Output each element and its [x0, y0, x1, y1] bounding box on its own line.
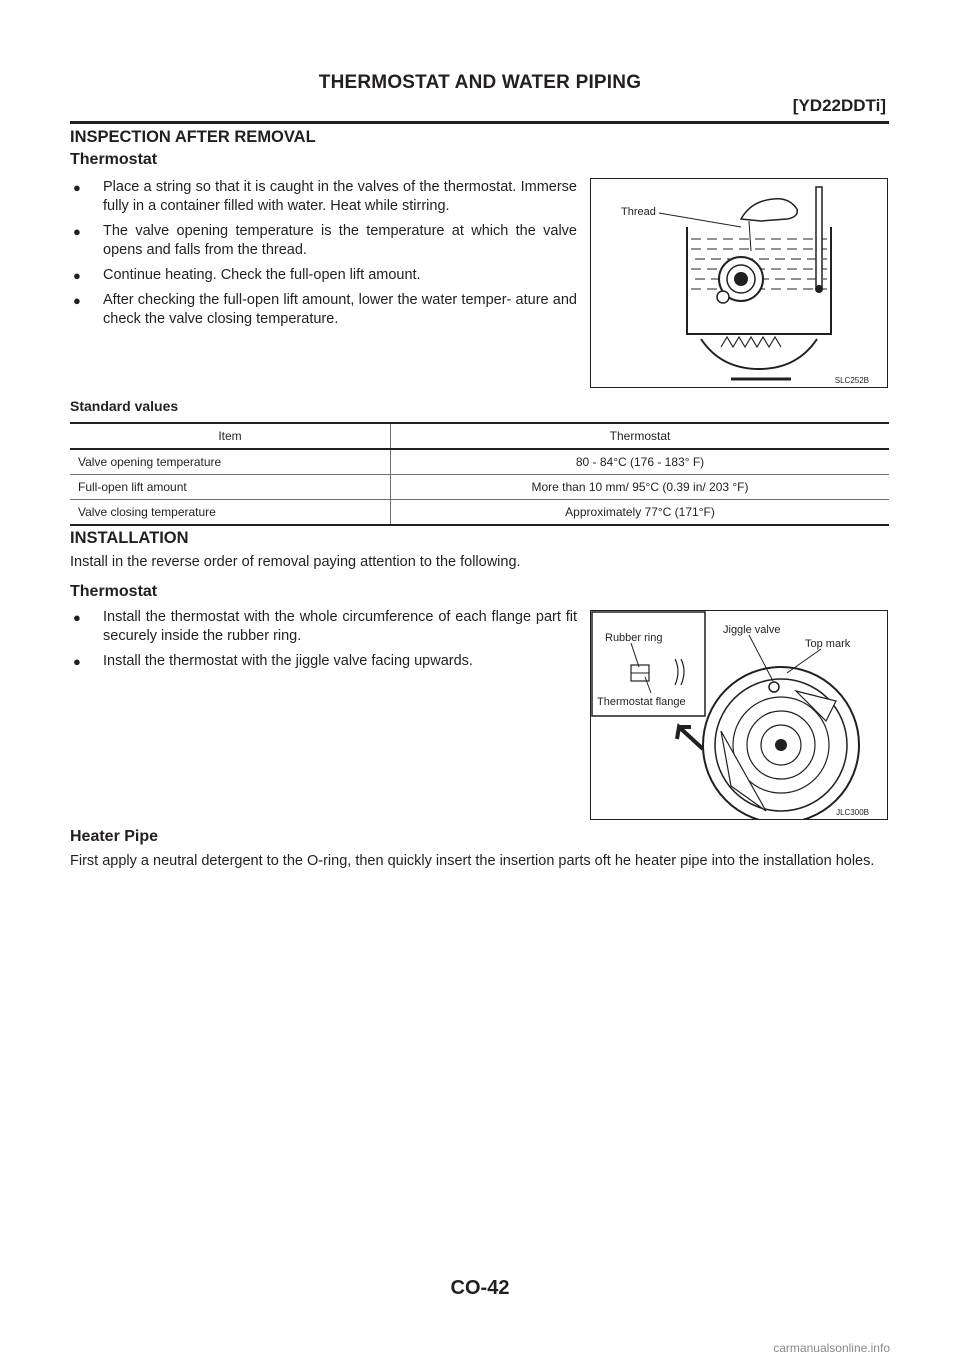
table-row	[70, 449, 889, 475]
inspection-thermostat-subheading: Thermostat	[70, 151, 158, 168]
engine-model-label: [YD22DDTi]	[792, 96, 886, 115]
column-header: Thermostat	[391, 423, 890, 449]
installation-thermostat-subheading: Thermostat	[70, 583, 158, 600]
bullet-dot-icon: ●	[73, 654, 81, 669]
direction-arrow-icon	[677, 727, 703, 749]
table-header-row	[70, 423, 889, 449]
table-row	[70, 475, 889, 500]
inspection-bullet-list	[72, 178, 577, 335]
list-item: ● After checking the full-open lift amount, lower the water temper- ature and check the valve closing temperature.	[73, 292, 577, 327]
table-cell: Valve opening temperature	[70, 449, 391, 475]
table-cell: 80 - 84°C (176 - 183° F)	[391, 449, 890, 475]
bullet-dot-icon: ●	[73, 610, 81, 625]
rubber-ring-label: Rubber ring	[605, 632, 663, 644]
watermark: carmanualsonline.info	[773, 1341, 890, 1355]
list-item: ● The valve opening temperature is the temperature at which the valve opens and falls from the thread.	[73, 223, 577, 258]
thermostat-flange-illustration	[591, 611, 887, 819]
thermostat-heating-figure	[590, 178, 888, 388]
thread-label: Thread	[621, 206, 656, 218]
standard-values-table	[70, 422, 889, 526]
table-row	[70, 500, 889, 526]
table-cell: More than 10 mm/ 95°C (0.39 in/ 203 °F)	[391, 475, 890, 500]
jiggle-valve-label: Jiggle valve	[723, 624, 781, 636]
installation-intro: Install in the reverse order of removal paying attention to the following.	[70, 554, 521, 570]
column-header: Item	[70, 423, 391, 449]
thermostat-in-water-illustration	[591, 179, 887, 387]
installation-heading: INSTALLATION	[70, 529, 189, 547]
list-item: ● Place a string so that it is caught in the valves of the thermostat. Immerse fully in a container filled with water. Heat while stirring.	[73, 179, 577, 214]
bullet-dot-icon: ●	[73, 224, 81, 239]
list-item: ● Install the thermostat with the whole circumference of each flange part fit securely inside the rubber ring.	[73, 609, 577, 644]
installation-bullet-list	[72, 608, 577, 677]
table-cell: Valve closing temperature	[70, 500, 391, 526]
thermostat-flange-label: Thermostat flange	[597, 696, 686, 708]
list-item: ● Continue heating. Check the full-open lift amount.	[73, 267, 421, 283]
table-cell: Full-open lift amount	[70, 475, 391, 500]
list-item: ● Install the thermostat with the jiggle valve facing upwards.	[73, 653, 473, 669]
heater-pipe-text: First apply a neutral detergent to the O-ring, then quickly insert the insertion parts oft he heater pipe into the installation holes.	[70, 853, 875, 869]
header-divider	[70, 121, 889, 124]
figure-id: SLC252B	[834, 376, 869, 385]
page-number: CO-42	[450, 1277, 510, 1299]
table-cell: Approximately 77°C (171°F)	[391, 500, 890, 526]
heater-pipe-heading: Heater Pipe	[70, 828, 159, 845]
page-section-title: THERMOSTAT AND WATER PIPING	[318, 72, 642, 93]
figure-id: JLC300B	[836, 808, 869, 817]
bullet-dot-icon: ●	[73, 180, 81, 195]
bullet-dot-icon: ●	[73, 293, 81, 308]
top-mark-label: Top mark	[805, 638, 851, 650]
standard-values-caption: Standard values	[70, 398, 179, 414]
inspection-heading: INSPECTION AFTER REMOVAL	[70, 128, 316, 146]
thermostat-installation-figure	[590, 610, 888, 820]
bullet-dot-icon: ●	[73, 268, 81, 283]
